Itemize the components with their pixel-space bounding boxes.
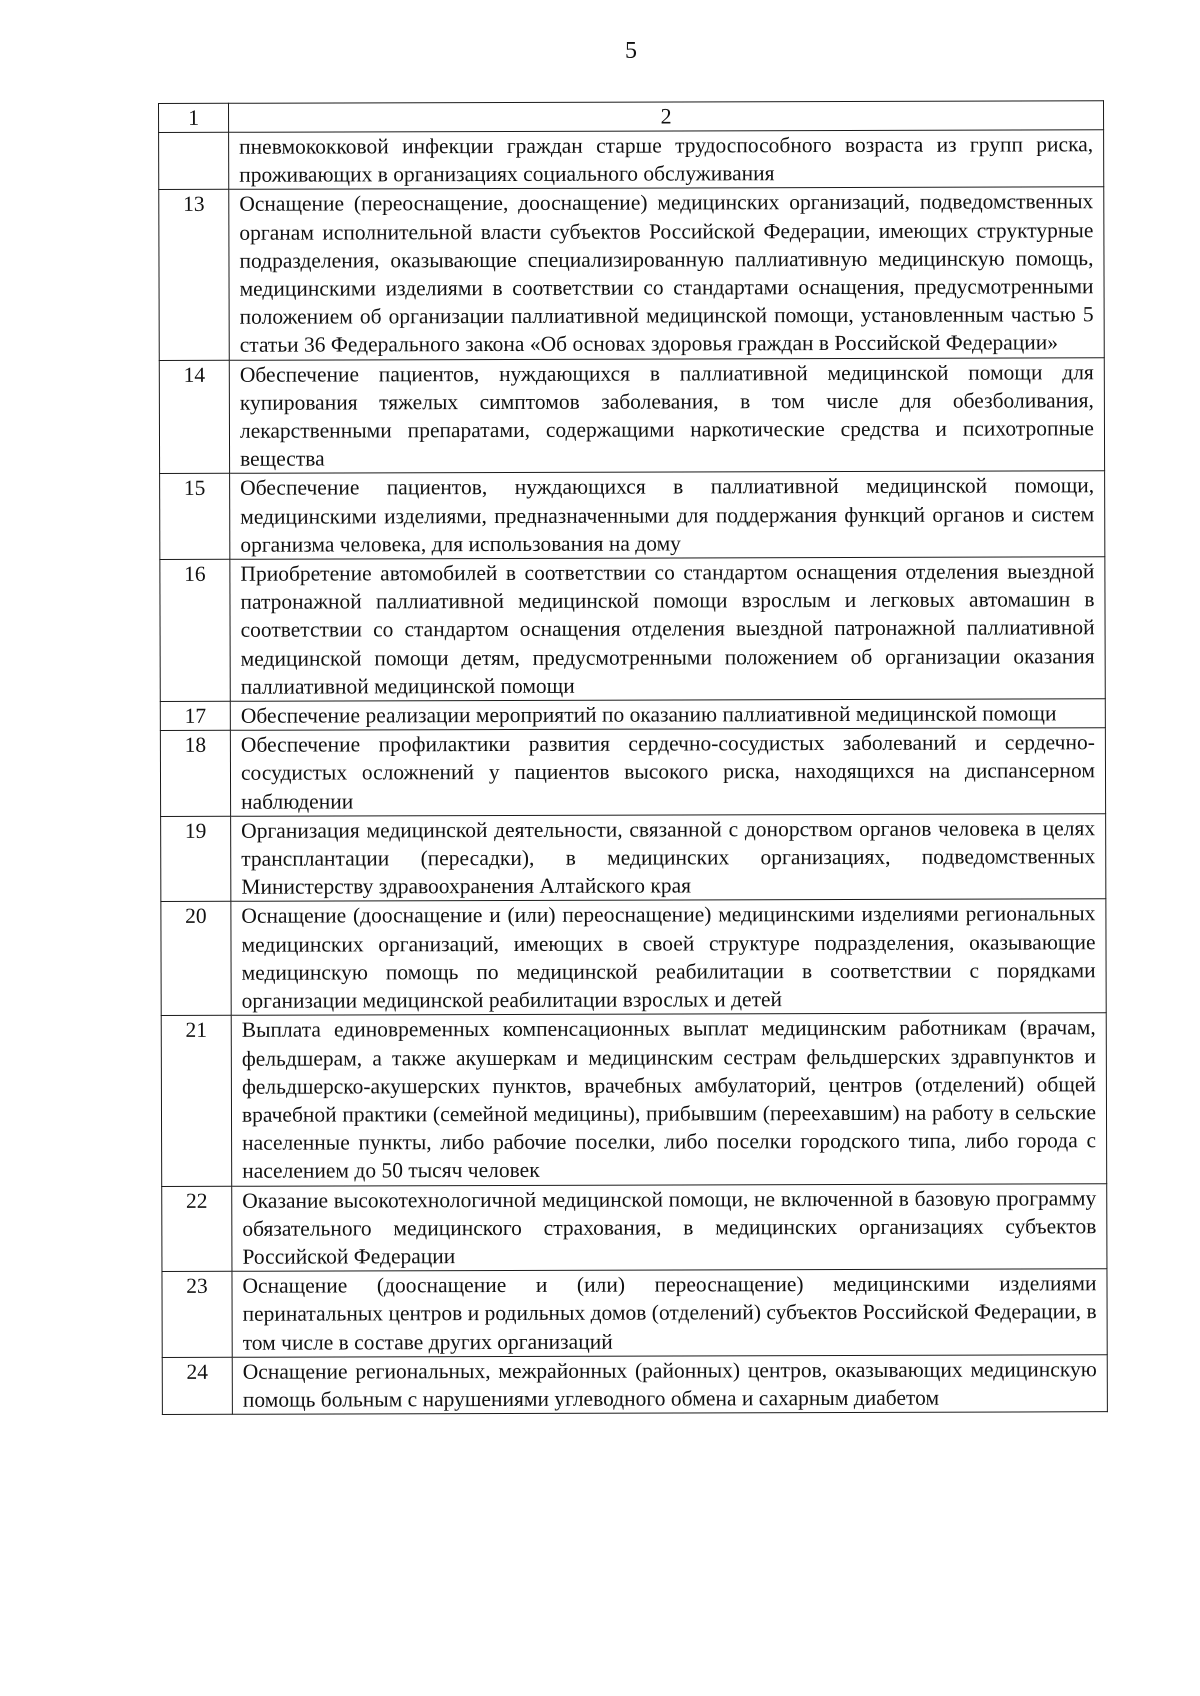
page-number: 5: [625, 38, 637, 64]
table-row: [162, 1183, 1107, 1271]
row-text: пневмококковой инфекции граждан старше трудоспособного возраста из групп риска, проживающих в организациях социального обслуживания: [229, 130, 1104, 190]
row-text: Обеспечение пациентов, нуждающихся в паллиативной медицинской помощи, медицинскими изделиями, предназначенными для поддержания функций органов и систем организма человека, для использования на дому: [230, 471, 1105, 559]
table-row: [159, 130, 1104, 190]
row-number: 22: [162, 1186, 232, 1272]
measures-table: [158, 100, 1108, 1415]
row-number: 18: [160, 731, 230, 817]
row-text: Оснащение (дооснащение и (или) переоснащение) медицинскими изделиями перинатальных центров и родильных домов (отделений) субъектов Российской Федерации, в том числе в составе других организаций: [232, 1269, 1107, 1357]
table-row: [160, 557, 1105, 702]
row-number: 24: [162, 1357, 232, 1415]
header-cell-text: 2: [229, 101, 1104, 133]
row-number: [159, 132, 229, 190]
row-number: 16: [160, 559, 230, 701]
row-text: Оснащение (переоснащение, дооснащение) медицинских организаций, подведомственных органам исполнительной власти субъектов Российской Федерации, имеющих структурные подразделения, оказывающие специализированную паллиативную медицинскую помощь, медицинскими изделиями в соответствии со стандартами оснащения, предусмотренными положением об организации паллиативной медицинской помощи, установленным частью 5 статьи 36 Федерального закона «Об основах здоровья граждан в Российской Федерации»: [229, 187, 1105, 360]
table-row: [161, 814, 1106, 902]
row-number: 21: [161, 1016, 232, 1186]
row-number: 13: [159, 190, 230, 360]
row-text: Оказание высокотехнологичной медицинской помощи, не включенной в базовую программу обязательного медицинского страхования, в медицинских организациях субъектов Российской Федерации: [232, 1183, 1107, 1271]
row-text: Обеспечение профилактики развития сердечно-сосудистых заболеваний и сердечно-сосудистых осложнений у пациентов высокого риска, находящихся на диспансерном наблюдении: [230, 728, 1105, 816]
row-number: 23: [162, 1271, 232, 1357]
row-number: 20: [161, 902, 231, 1016]
row-number: 19: [161, 816, 231, 902]
table-row: [162, 1269, 1107, 1357]
row-text: Организация медицинской деятельности, связанной с донорством органов человека в целях трансплантации (пересадки), в медицинских организациях, подведомственных Министерству здравоохранения Алтайского края: [231, 814, 1106, 902]
table-row: [159, 357, 1104, 474]
row-text: Оснащение (дооснащение и (или) переоснащение) медицинскими изделиями региональных медицинских организаций, имеющих в своей структуре подразделения, оказывающие медицинскую помощь по медицинской реабилитации в соответствии с порядками организации медицинской реабилитации взрослых и детей: [231, 899, 1106, 1015]
table-header-row: [159, 101, 1104, 133]
row-number: 17: [160, 701, 230, 730]
row-text: Обеспечение реализации мероприятий по оказанию паллиативной медицинской помощи: [230, 699, 1105, 731]
row-number: 15: [160, 474, 230, 560]
table-row: [162, 1354, 1107, 1414]
table-row: [160, 699, 1105, 731]
table-row: [161, 1013, 1107, 1186]
row-text: Приобретение автомобилей в соответствии со стандартом оснащения отделения выездной патронажной паллиативной медицинской помощи взрослым и легковых автомашин в соответствии со стандартом оснащения отделения выездной патронажной паллиативной медицинской помощи детям, предусмотренными положением об организации оказания паллиативной медицинской помощи: [230, 557, 1105, 702]
table-row: [160, 728, 1105, 816]
table-row: [159, 187, 1105, 360]
header-cell-num: 1: [159, 103, 229, 132]
row-text: Оснащение региональных, межрайонных (районных) центров, оказывающих медицинскую помощь больным с нарушениями углеводного обмена и сахарным диабетом: [232, 1354, 1107, 1414]
table-row: [161, 899, 1106, 1016]
row-number: 14: [159, 360, 229, 474]
table-row: [160, 471, 1105, 559]
row-text: Обеспечение пациентов, нуждающихся в паллиативной медицинской помощи для купирования тяжелых симптомов заболевания, в том числе для обезболивания, лекарственными препаратами, содержащими наркотические средства и психотропные вещества: [229, 357, 1104, 473]
row-text: Выплата единовременных компенсационных выплат медицинским работникам (врачам, фельдшерам, а также акушеркам и медицинским сестрам фельдшерских здравпунктов и фельдшерско-акушерских пунктов, врачебных амбулаторий, центров (отделений) общей врачебной практики (семейной медицины), прибывшим (переехавшим) на работу в сельские населенные пункты, либо рабочие поселки, либо поселки городского типа, либо города с населением до 50 тысяч человек: [231, 1013, 1107, 1186]
